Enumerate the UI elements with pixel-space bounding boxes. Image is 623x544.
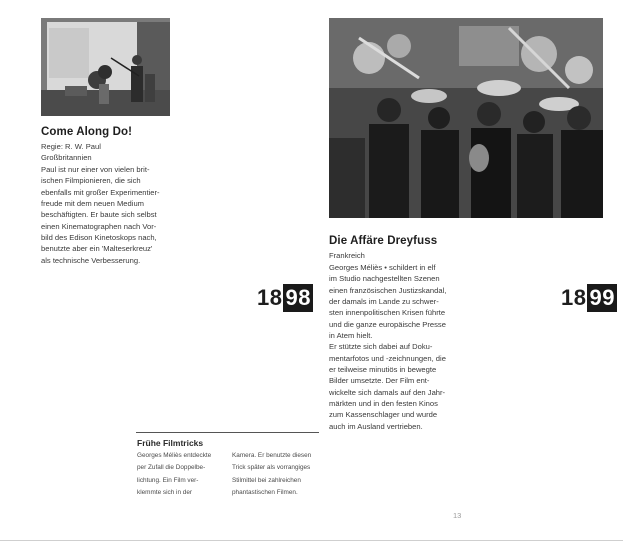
- text-line: Trick später als vorrangiges: [232, 464, 311, 472]
- text-line: beschäftigten. Er baute sich selbst: [41, 210, 157, 220]
- text-line: Er stützte sich dabei auf Doku-: [329, 342, 433, 352]
- film-still-image: [41, 18, 170, 116]
- text-line: ebenfalls mit großer Experimentier-: [41, 187, 160, 197]
- film-meta: [41, 141, 101, 164]
- text-line: Kamera. Er benutzte diesen: [232, 452, 312, 459]
- sidebar-column-left: [137, 450, 211, 499]
- text-line: benutzte aber ein 'Malteserkreuz': [41, 244, 153, 254]
- film-title: Come Along Do!: [41, 126, 133, 138]
- film-still-come-along-do: [41, 18, 170, 116]
- sidebar-title: Frühe Filmtricks: [137, 438, 204, 448]
- film-title: Die Affäre Dreyfuss: [329, 235, 438, 247]
- text-line: Georges Méliès • schildert in elf: [329, 263, 436, 272]
- year-marker: [561, 284, 617, 312]
- year-suffix: 98: [285, 285, 311, 310]
- film-meta: [329, 250, 365, 261]
- text-line: Georges Méliès entdeckte: [137, 452, 212, 459]
- film-description: [329, 262, 446, 432]
- film-description: [41, 164, 160, 266]
- text-line: freude mit dem neuen Medium: [41, 199, 144, 209]
- text-line: sten innenpolitischen Krisen führte: [329, 308, 446, 318]
- film-still-image: [329, 18, 603, 218]
- director-line: Regie: R. W. Paul: [41, 142, 101, 151]
- year-marker: [257, 284, 313, 312]
- text-line: ischen Filmpionieren, die sich: [41, 176, 141, 186]
- text-line: und die ganze europäische Presse: [329, 319, 446, 329]
- text-line: Bilder umsetzte. Der Film ent-: [329, 376, 430, 386]
- sidebar-column-right: [232, 450, 311, 499]
- text-line: phantastischen Filmen.: [232, 488, 298, 496]
- text-line: Stilmittel bei zahlreichen: [232, 476, 301, 484]
- country-line: Frankreich: [329, 251, 365, 260]
- year-prefix: 18: [561, 285, 587, 310]
- text-line: märkten und in den festen Kinos: [329, 399, 438, 409]
- text-line: zum Kassenschlager und wurde: [329, 410, 438, 420]
- year-suffix: 99: [589, 285, 615, 310]
- text-line: im Studio nachgestellten Szenen: [329, 274, 440, 284]
- page-bottom-edge: [0, 540, 623, 541]
- text-line: auch im Ausland vertrieben.: [329, 421, 423, 431]
- film-still-dreyfuss: [329, 18, 603, 218]
- text-line: mentarfotos und -zeichnungen, die: [329, 353, 446, 363]
- text-line: lichtung. Ein Film ver-: [137, 476, 199, 484]
- sidebar-rule: [136, 432, 319, 433]
- text-line: wickelte sich damals auf den Jahr-: [329, 387, 446, 397]
- year-prefix: 18: [257, 285, 283, 310]
- country-line: Großbritannien: [41, 153, 92, 163]
- text-line: klemmte sich in der: [137, 488, 193, 496]
- text-line: als technische Verbesserung.: [41, 255, 141, 265]
- text-line: er teilweise minutiös in bewegte: [329, 365, 437, 375]
- text-line: einen französischen Justizskandal,: [329, 285, 447, 295]
- text-line: bild des Edison Kinetoskops nach,: [41, 233, 157, 243]
- text-line: in Atem hielt.: [329, 331, 373, 341]
- page-number: 13: [453, 511, 462, 520]
- text-line: einen Kinematographen nach Vor-: [41, 221, 157, 231]
- text-line: der damals im Lande zu schwer-: [329, 297, 439, 307]
- text-line: Paul ist nur einer von vielen brit-: [41, 165, 150, 174]
- text-line: per Zufall die Doppelbe-: [137, 464, 206, 472]
